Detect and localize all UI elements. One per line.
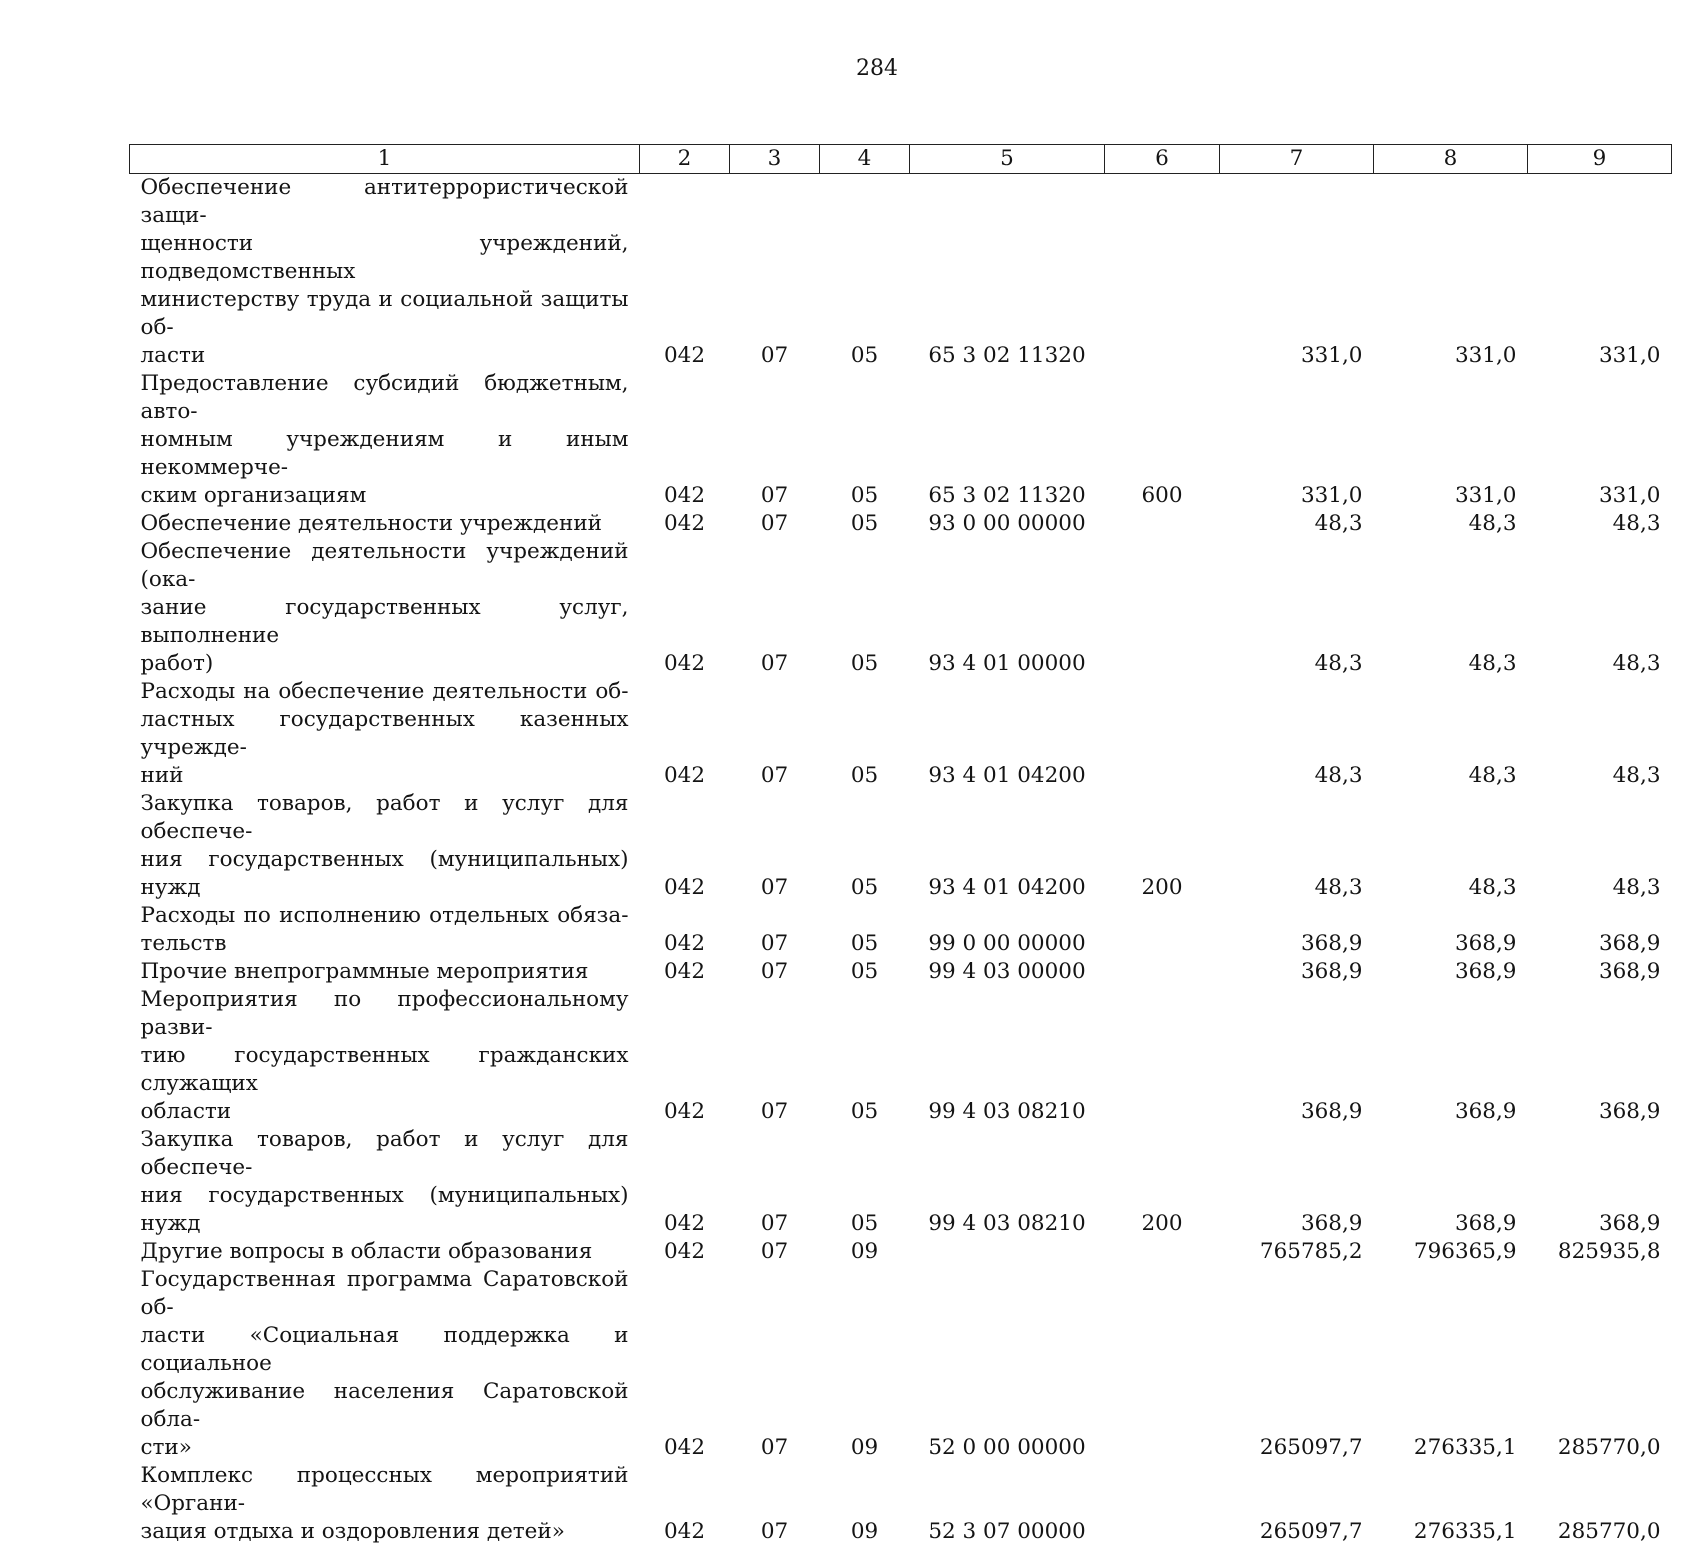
chapter-code-cell: 042 — [640, 790, 730, 902]
amount-year2-cell: 48,3 — [1374, 790, 1528, 902]
section-code-cell: 07 — [730, 510, 820, 538]
description-cell — [130, 1238, 640, 1266]
subsection-code-cell: 05 — [820, 510, 910, 538]
subsection-code-cell: 05 — [820, 538, 910, 678]
description-line: зация отдыха и оздоровления детей» — [141, 1518, 629, 1546]
column-header: 8 — [1374, 145, 1528, 174]
description-line: Обеспечение антитеррористической защи- — [141, 174, 629, 230]
description-line: Расходы по исполнению отдельных обяза- — [141, 902, 629, 930]
target-article-cell: 93 4 01 04200 — [910, 678, 1105, 790]
description-line: Обеспечение деятельности учреждений — [141, 510, 629, 538]
amount-year2-cell: 331,0 — [1374, 370, 1528, 510]
amount-year3-cell: 368,9 — [1528, 958, 1672, 986]
amount-year2-cell: 276335,1 — [1374, 1266, 1528, 1462]
budget-table — [129, 144, 1672, 1546]
amount-year1-cell: 765785,2 — [1220, 1238, 1374, 1266]
amount-year3-cell: 48,3 — [1528, 678, 1672, 790]
expense-type-cell — [1105, 902, 1220, 958]
description-cell — [130, 790, 640, 902]
expense-type-cell — [1105, 986, 1220, 1126]
subsection-code-cell: 09 — [820, 1462, 910, 1546]
section-code-cell: 07 — [730, 1462, 820, 1546]
chapter-code-cell: 042 — [640, 510, 730, 538]
amount-year1-cell: 368,9 — [1220, 902, 1374, 958]
description-line: щенности учреждений, подведомственных — [141, 230, 629, 286]
target-article-cell: 99 4 03 08210 — [910, 986, 1105, 1126]
amount-year2-cell: 368,9 — [1374, 986, 1528, 1126]
subsection-code-cell: 05 — [820, 1126, 910, 1238]
page-number: 284 — [0, 56, 1697, 81]
description-cell — [130, 370, 640, 510]
amount-year1-cell: 48,3 — [1220, 678, 1374, 790]
chapter-code-cell: 042 — [640, 1462, 730, 1546]
chapter-code-cell: 042 — [640, 1126, 730, 1238]
column-header: 5 — [910, 145, 1105, 174]
expense-type-cell: 600 — [1105, 370, 1220, 510]
amount-year1-cell: 48,3 — [1220, 790, 1374, 902]
target-article-cell — [910, 1238, 1105, 1266]
description-cell — [130, 958, 640, 986]
table-row — [130, 1462, 1672, 1546]
table-row — [130, 678, 1672, 790]
description-line: тельств — [141, 930, 629, 958]
description-line: Предоставление субсидий бюджетным, авто- — [141, 370, 629, 426]
table-row — [130, 986, 1672, 1126]
description-line: тию государственных гражданских служащих — [141, 1042, 629, 1098]
description-line: обслуживание населения Саратовской обла- — [141, 1378, 629, 1434]
amount-year1-cell: 368,9 — [1220, 958, 1374, 986]
amount-year1-cell: 331,0 — [1220, 370, 1374, 510]
description-line: министерству труда и социальной защиты об- — [141, 286, 629, 342]
description-line: Прочие внепрограммные мероприятия — [141, 958, 629, 986]
expense-type-cell: 200 — [1105, 790, 1220, 902]
table-row — [130, 1126, 1672, 1238]
description-cell — [130, 1462, 640, 1546]
amount-year1-cell: 48,3 — [1220, 538, 1374, 678]
amount-year1-cell: 368,9 — [1220, 986, 1374, 1126]
expense-type-cell — [1105, 1462, 1220, 1546]
description-line: сти» — [141, 1434, 629, 1462]
subsection-code-cell: 09 — [820, 1266, 910, 1462]
amount-year3-cell: 285770,0 — [1528, 1462, 1672, 1546]
section-code-cell: 07 — [730, 538, 820, 678]
column-header: 9 — [1528, 145, 1672, 174]
description-line: номным учреждениям и иным некоммерче- — [141, 426, 629, 482]
amount-year1-cell: 368,9 — [1220, 1126, 1374, 1238]
expense-type-cell — [1105, 678, 1220, 790]
chapter-code-cell: 042 — [640, 902, 730, 958]
table-row — [130, 1266, 1672, 1462]
description-cell — [130, 678, 640, 790]
chapter-code-cell: 042 — [640, 678, 730, 790]
section-code-cell: 07 — [730, 902, 820, 958]
description-line: Другие вопросы в области образования — [141, 1238, 629, 1266]
section-code-cell: 07 — [730, 174, 820, 371]
subsection-code-cell: 05 — [820, 986, 910, 1126]
header-row — [130, 145, 1672, 174]
amount-year2-cell: 368,9 — [1374, 958, 1528, 986]
target-article-cell: 93 0 00 00000 — [910, 510, 1105, 538]
column-header: 6 — [1105, 145, 1220, 174]
section-code-cell: 07 — [730, 1126, 820, 1238]
target-article-cell: 65 3 02 11320 — [910, 174, 1105, 371]
description-cell — [130, 1266, 640, 1462]
description-cell — [130, 986, 640, 1126]
description-line: Комплекс процессных мероприятий «Органи- — [141, 1462, 629, 1518]
subsection-code-cell: 05 — [820, 678, 910, 790]
description-line: зание государственных услуг, выполнение — [141, 594, 629, 650]
expense-type-cell — [1105, 958, 1220, 986]
description-line: ластных государственных казенных учрежде- — [141, 706, 629, 762]
section-code-cell: 07 — [730, 986, 820, 1126]
subsection-code-cell: 05 — [820, 958, 910, 986]
table-body — [130, 174, 1672, 1546]
amount-year3-cell: 285770,0 — [1528, 1266, 1672, 1462]
section-code-cell: 07 — [730, 370, 820, 510]
amount-year3-cell: 825935,8 — [1528, 1238, 1672, 1266]
section-code-cell: 07 — [730, 790, 820, 902]
amount-year3-cell: 331,0 — [1528, 174, 1672, 371]
section-code-cell: 07 — [730, 958, 820, 986]
description-cell — [130, 902, 640, 958]
amount-year3-cell: 368,9 — [1528, 902, 1672, 958]
description-line: ласти — [141, 342, 629, 370]
target-article-cell: 93 4 01 04200 — [910, 790, 1105, 902]
description-line: ния государственных (муниципальных) нужд — [141, 846, 629, 902]
amount-year2-cell: 368,9 — [1374, 902, 1528, 958]
amount-year1-cell: 265097,7 — [1220, 1266, 1374, 1462]
chapter-code-cell: 042 — [640, 1238, 730, 1266]
subsection-code-cell: 05 — [820, 790, 910, 902]
amount-year2-cell: 331,0 — [1374, 174, 1528, 371]
column-header: 3 — [730, 145, 820, 174]
chapter-code-cell: 042 — [640, 1266, 730, 1462]
amount-year3-cell: 48,3 — [1528, 510, 1672, 538]
description-cell — [130, 510, 640, 538]
target-article-cell: 99 0 00 00000 — [910, 902, 1105, 958]
amount-year3-cell: 48,3 — [1528, 538, 1672, 678]
target-article-cell: 99 4 03 00000 — [910, 958, 1105, 986]
table-row — [130, 510, 1672, 538]
table-row — [130, 174, 1672, 371]
amount-year2-cell: 796365,9 — [1374, 1238, 1528, 1266]
description-line: Обеспечение деятельности учреждений (ока- — [141, 538, 629, 594]
description-cell — [130, 538, 640, 678]
table-row — [130, 958, 1672, 986]
table-row — [130, 790, 1672, 902]
description-line: Государственная программа Саратовской об- — [141, 1266, 629, 1322]
target-article-cell: 99 4 03 08210 — [910, 1126, 1105, 1238]
amount-year3-cell: 368,9 — [1528, 986, 1672, 1126]
description-cell — [130, 174, 640, 371]
chapter-code-cell: 042 — [640, 986, 730, 1126]
description-line: Мероприятия по профессиональному разви- — [141, 986, 629, 1042]
expense-type-cell — [1105, 510, 1220, 538]
target-article-cell: 65 3 02 11320 — [910, 370, 1105, 510]
target-article-cell: 52 0 00 00000 — [910, 1266, 1105, 1462]
table-row — [130, 370, 1672, 510]
section-code-cell: 07 — [730, 1238, 820, 1266]
amount-year3-cell: 368,9 — [1528, 1126, 1672, 1238]
expense-type-cell — [1105, 538, 1220, 678]
expense-type-cell — [1105, 174, 1220, 371]
description-line: Закупка товаров, работ и услуг для обеспече- — [141, 1126, 629, 1182]
column-header: 1 — [130, 145, 640, 174]
subsection-code-cell: 05 — [820, 902, 910, 958]
column-header: 7 — [1220, 145, 1374, 174]
description-cell — [130, 1126, 640, 1238]
subsection-code-cell: 09 — [820, 1238, 910, 1266]
chapter-code-cell: 042 — [640, 174, 730, 371]
chapter-code-cell: 042 — [640, 370, 730, 510]
amount-year1-cell: 48,3 — [1220, 510, 1374, 538]
expense-type-cell: 200 — [1105, 1126, 1220, 1238]
description-line: ния государственных (муниципальных) нужд — [141, 1182, 629, 1238]
description-line: работ) — [141, 650, 629, 678]
chapter-code-cell: 042 — [640, 958, 730, 986]
section-code-cell: 07 — [730, 1266, 820, 1462]
amount-year2-cell: 368,9 — [1374, 1126, 1528, 1238]
table-row — [130, 1238, 1672, 1266]
amount-year3-cell: 48,3 — [1528, 790, 1672, 902]
amount-year2-cell: 48,3 — [1374, 510, 1528, 538]
description-line: области — [141, 1098, 629, 1126]
amount-year2-cell: 48,3 — [1374, 678, 1528, 790]
subsection-code-cell: 05 — [820, 370, 910, 510]
expense-type-cell — [1105, 1238, 1220, 1266]
table-row — [130, 538, 1672, 678]
section-code-cell: 07 — [730, 678, 820, 790]
description-line: ским организациям — [141, 482, 629, 510]
column-header: 4 — [820, 145, 910, 174]
description-line: Расходы на обеспечение деятельности об- — [141, 678, 629, 706]
target-article-cell: 52 3 07 00000 — [910, 1462, 1105, 1546]
column-header: 2 — [640, 145, 730, 174]
amount-year1-cell: 331,0 — [1220, 174, 1374, 371]
description-line: Закупка товаров, работ и услуг для обеспече- — [141, 790, 629, 846]
target-article-cell: 93 4 01 00000 — [910, 538, 1105, 678]
description-line: ласти «Социальная поддержка и социальное — [141, 1322, 629, 1378]
subsection-code-cell: 05 — [820, 174, 910, 371]
chapter-code-cell: 042 — [640, 538, 730, 678]
amount-year2-cell: 276335,1 — [1374, 1462, 1528, 1546]
amount-year2-cell: 48,3 — [1374, 538, 1528, 678]
description-line: ний — [141, 762, 629, 790]
amount-year1-cell: 265097,7 — [1220, 1462, 1374, 1546]
table-row — [130, 902, 1672, 958]
expense-type-cell — [1105, 1266, 1220, 1462]
amount-year3-cell: 331,0 — [1528, 370, 1672, 510]
